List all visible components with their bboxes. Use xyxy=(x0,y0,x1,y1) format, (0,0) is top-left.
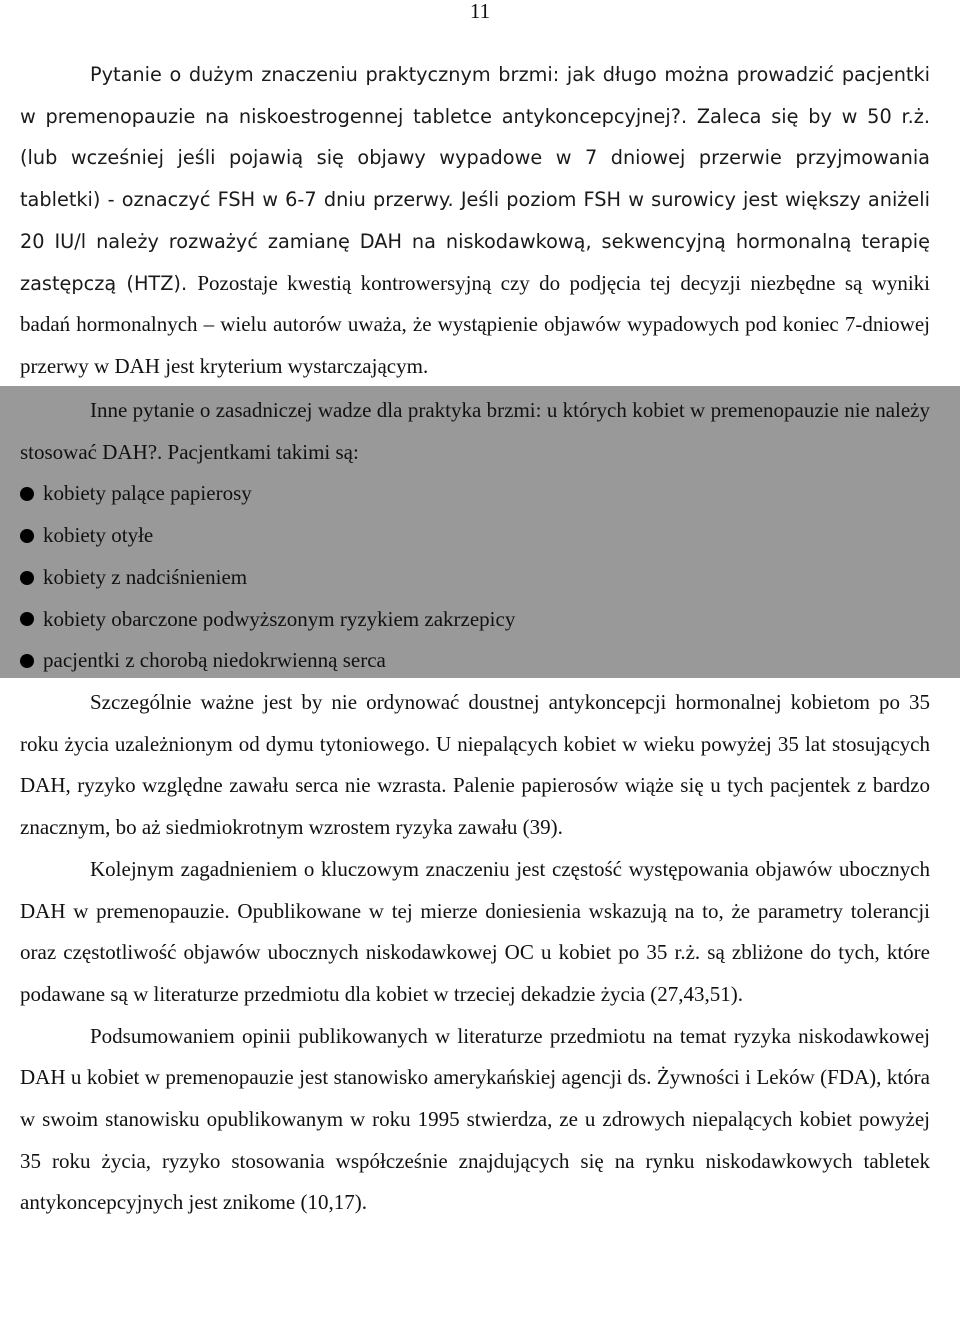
list-item-label: kobiety palące papierosy xyxy=(43,481,252,506)
contraindications-intro: Inne pytanie o zasadniczej wadze dla praktyka brzmi: u których kobiet w premenopauzie nie należy stosować DAH?. Pacjentkami takimi są: xyxy=(20,398,930,464)
bullet-icon xyxy=(20,529,34,543)
list-item-label: kobiety otyłe xyxy=(43,523,154,548)
bullet-icon xyxy=(20,487,34,501)
section-menopause-question xyxy=(20,54,930,388)
contraindications-list xyxy=(20,473,930,682)
section-contraindications xyxy=(20,390,930,682)
page-number: 11 xyxy=(469,0,491,23)
paragraph-fda: Podsumowaniem opinii publikowanych w literaturze przedmiotu na temat ryzyka niskodawkowej DAH u kobiet w premenopauzie jest stanowisko amerykańskiej agencji ds. Żywności i Leków (FDA), która w swoim stanowisku opublikowanym w roku 1995 stwierdza, ze u zdrowych niepalących kobiet powyżej 35 roku życia, ryzyko stosowania współcześnie znajdujących się na rynku niskodawkowych tabletek antykoncepcyjnych jest znikome (10,17). xyxy=(20,1023,930,1215)
bullet-icon xyxy=(20,654,34,668)
section-body xyxy=(20,682,930,1224)
paragraph-side-effects: Kolejnym zagadnieniem o kluczowym znaczeniu jest częstość występowania objawów ubocznych DAH w premenopauzie. Opublikowane w tej mierze doniesienia wskazują na to, że parametry tolerancji oraz częstotliwość objawów ubocznych niskodawkowej OC u kobiet po 35 r.ż. są zbliżone do tych, które podawane są w literaturze przedmiotu dla kobiet w trzeciej dekadzie życia (27,43,51). xyxy=(20,856,930,1006)
list-item xyxy=(20,515,930,557)
list-item-label: kobiety obarczone podwyższonym ryzykiem zakrzepicy xyxy=(43,606,516,631)
list-item-label: pacjentki z chorobą niedokrwienną serca xyxy=(43,648,386,673)
list-item xyxy=(20,640,930,682)
list-item xyxy=(20,557,930,599)
paragraph-fsh xyxy=(20,54,930,388)
list-item-label: kobiety z nadciśnieniem xyxy=(43,564,248,589)
list-item xyxy=(20,599,930,641)
list-item xyxy=(20,473,930,515)
paragraph-fsh-tail: Pozostaje kwestią kontrowersyjną czy do podjęcia tej decyzji niezbędne są wyniki badań hormonalnych – wielu autorów uważa, że wystąpienie objawów wypadowych pod koniec 7-dniowej przerwy w DAH jest kryterium wystarczającym. xyxy=(20,270,931,378)
bullet-icon xyxy=(20,571,34,585)
bullet-icon xyxy=(20,612,34,626)
paragraph-fsh-main: Pytanie o dużym znaczeniu praktycznym brzmi: jak długo można prowadzić pacjentki w premenopauzie na niskoestrogennej tabletce antykoncepcyjnej?. Zaleca się by w 50 r.ż. (lub wcześniej jeśli pojawią się objawy wypadowe w 7 dniowej przerwie przyjmowania tabletki) - oznaczyć FSH w 6-7 dniu przerwy. Jeśli poziom FSH w surowicy jest większy aniżeli 20 IU/l należy rozważyć zamianę DAH na niskodawkową, sekwencyjną hormonalną terapię zastępczą (HTZ). xyxy=(20,63,930,295)
paragraph-smoking: Szczególnie ważne jest by nie ordynować doustnej antykoncepcji hormonalnej kobietom po 35 roku życia uzależnionym od dymu tytoniowego. U niepalących kobiet w wieku powyżej 35 lat stosujących DAH, ryzyko względne zawału serca nie wzrasta. Palenie papierosów wiąże się u tych pacjentek z bardzo znacznym, bo aż siedmiokrotnym wzrostem ryzyka zawału (39). xyxy=(20,690,930,840)
